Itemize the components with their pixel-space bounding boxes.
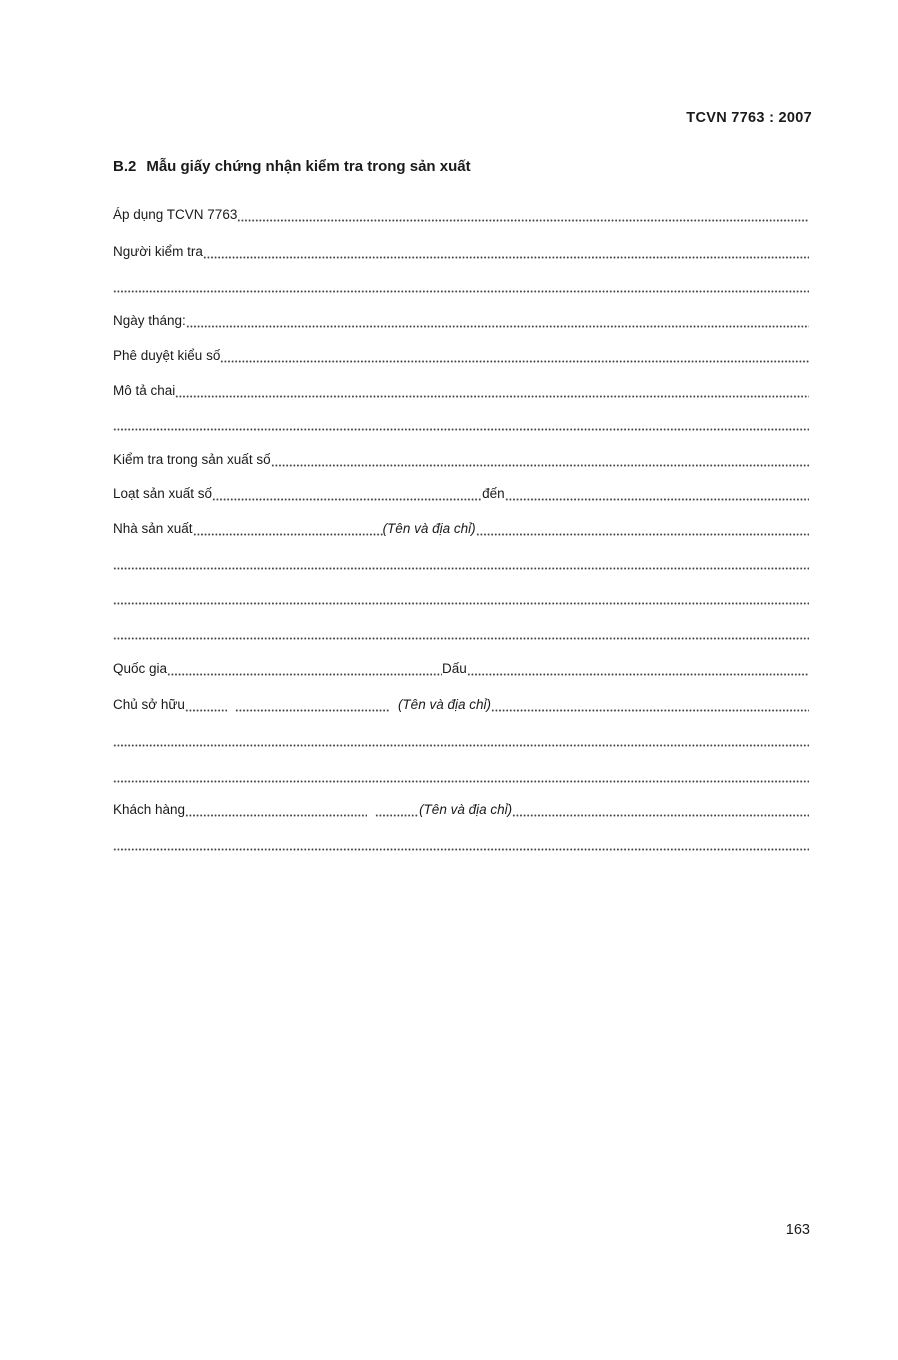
customer-line bbox=[113, 802, 809, 820]
country-field bbox=[167, 664, 442, 676]
manufacturer-continuation-line-3 bbox=[113, 625, 809, 643]
owner-continuation-line-1 bbox=[113, 732, 809, 750]
manufacturer-field-after-note bbox=[476, 524, 809, 536]
country-stamp-line bbox=[113, 661, 809, 679]
owner-field-after-note bbox=[491, 700, 809, 712]
cylinder-description-continuation-line bbox=[113, 416, 809, 434]
owner-field-a bbox=[185, 700, 227, 712]
date-line bbox=[113, 313, 809, 331]
manufacturer-field bbox=[193, 524, 383, 536]
cylinder-description-field-continued bbox=[113, 419, 809, 431]
production-check-label: Kiểm tra trong sản xuất số bbox=[113, 452, 271, 467]
inspector-field-continued bbox=[113, 281, 809, 293]
owner-note: (Tên và địa chỉ) bbox=[397, 697, 491, 712]
owner-field-continued-1 bbox=[113, 735, 809, 747]
cylinder-description-line bbox=[113, 383, 809, 401]
production-check-field bbox=[271, 455, 809, 467]
cylinder-description-field bbox=[175, 386, 809, 398]
type-approval-line bbox=[113, 348, 809, 366]
owner-line bbox=[113, 697, 809, 715]
manufacturer-continuation-line-1 bbox=[113, 555, 809, 573]
customer-field-a bbox=[185, 805, 367, 817]
customer-note: (Tên và địa chỉ) bbox=[419, 802, 513, 817]
owner-label: Chủ sở hữu bbox=[113, 697, 185, 712]
page-number: 163 bbox=[785, 1222, 810, 1238]
date-label: Ngày tháng: bbox=[113, 313, 186, 328]
apply-standard-field bbox=[237, 210, 809, 222]
type-approval-label: Phê duyệt kiểu số bbox=[113, 348, 221, 363]
manufacturer-field-continued-3 bbox=[113, 628, 809, 640]
type-approval-field bbox=[220, 351, 809, 363]
manufacturer-field-continued-1 bbox=[113, 558, 809, 570]
production-check-line bbox=[113, 452, 809, 470]
date-field bbox=[186, 316, 809, 328]
manufacturer-field-continued-2 bbox=[113, 593, 809, 605]
stamp-label: Dấu bbox=[442, 661, 467, 676]
batch-to-field bbox=[505, 489, 809, 501]
inspector-label: Người kiểm tra bbox=[113, 244, 203, 259]
customer-field-after-note bbox=[512, 805, 809, 817]
apply-standard-label: Áp dụng TCVN 7763 bbox=[113, 207, 238, 222]
apply-standard-line bbox=[113, 207, 809, 225]
inspector-line bbox=[113, 244, 809, 262]
batch-line bbox=[113, 486, 809, 504]
manufacturer-line bbox=[113, 521, 809, 539]
country-label: Quốc gia bbox=[113, 661, 168, 676]
manufacturer-continuation-line-2 bbox=[113, 590, 809, 608]
customer-field-continued bbox=[113, 839, 809, 851]
inspector-continuation-line bbox=[113, 278, 809, 296]
manufacturer-label: Nhà sản xuất bbox=[113, 521, 193, 536]
batch-label: Loạt sản xuất số bbox=[113, 486, 213, 501]
customer-label: Khách hàng bbox=[113, 802, 186, 817]
cylinder-description-label: Mô tả chai bbox=[113, 383, 176, 398]
section-title-text: Mẫu giấy chứng nhận kiểm tra trong sản xuất bbox=[146, 158, 471, 175]
section-number: B.2 bbox=[113, 158, 137, 175]
owner-continuation-line-2 bbox=[113, 768, 809, 786]
batch-from-field bbox=[212, 489, 482, 501]
owner-field-b bbox=[235, 700, 390, 712]
inspector-field bbox=[203, 247, 809, 259]
standard-code: TCVN 7763 : 2007 bbox=[686, 110, 812, 126]
batch-to-label: đến bbox=[482, 486, 505, 501]
owner-field-continued-2 bbox=[113, 771, 809, 783]
customer-continuation-line bbox=[113, 836, 809, 854]
section-title bbox=[113, 158, 471, 175]
stamp-field bbox=[467, 664, 809, 676]
customer-field-b bbox=[375, 805, 419, 817]
manufacturer-note: (Tên và địa chỉ) bbox=[382, 521, 476, 536]
